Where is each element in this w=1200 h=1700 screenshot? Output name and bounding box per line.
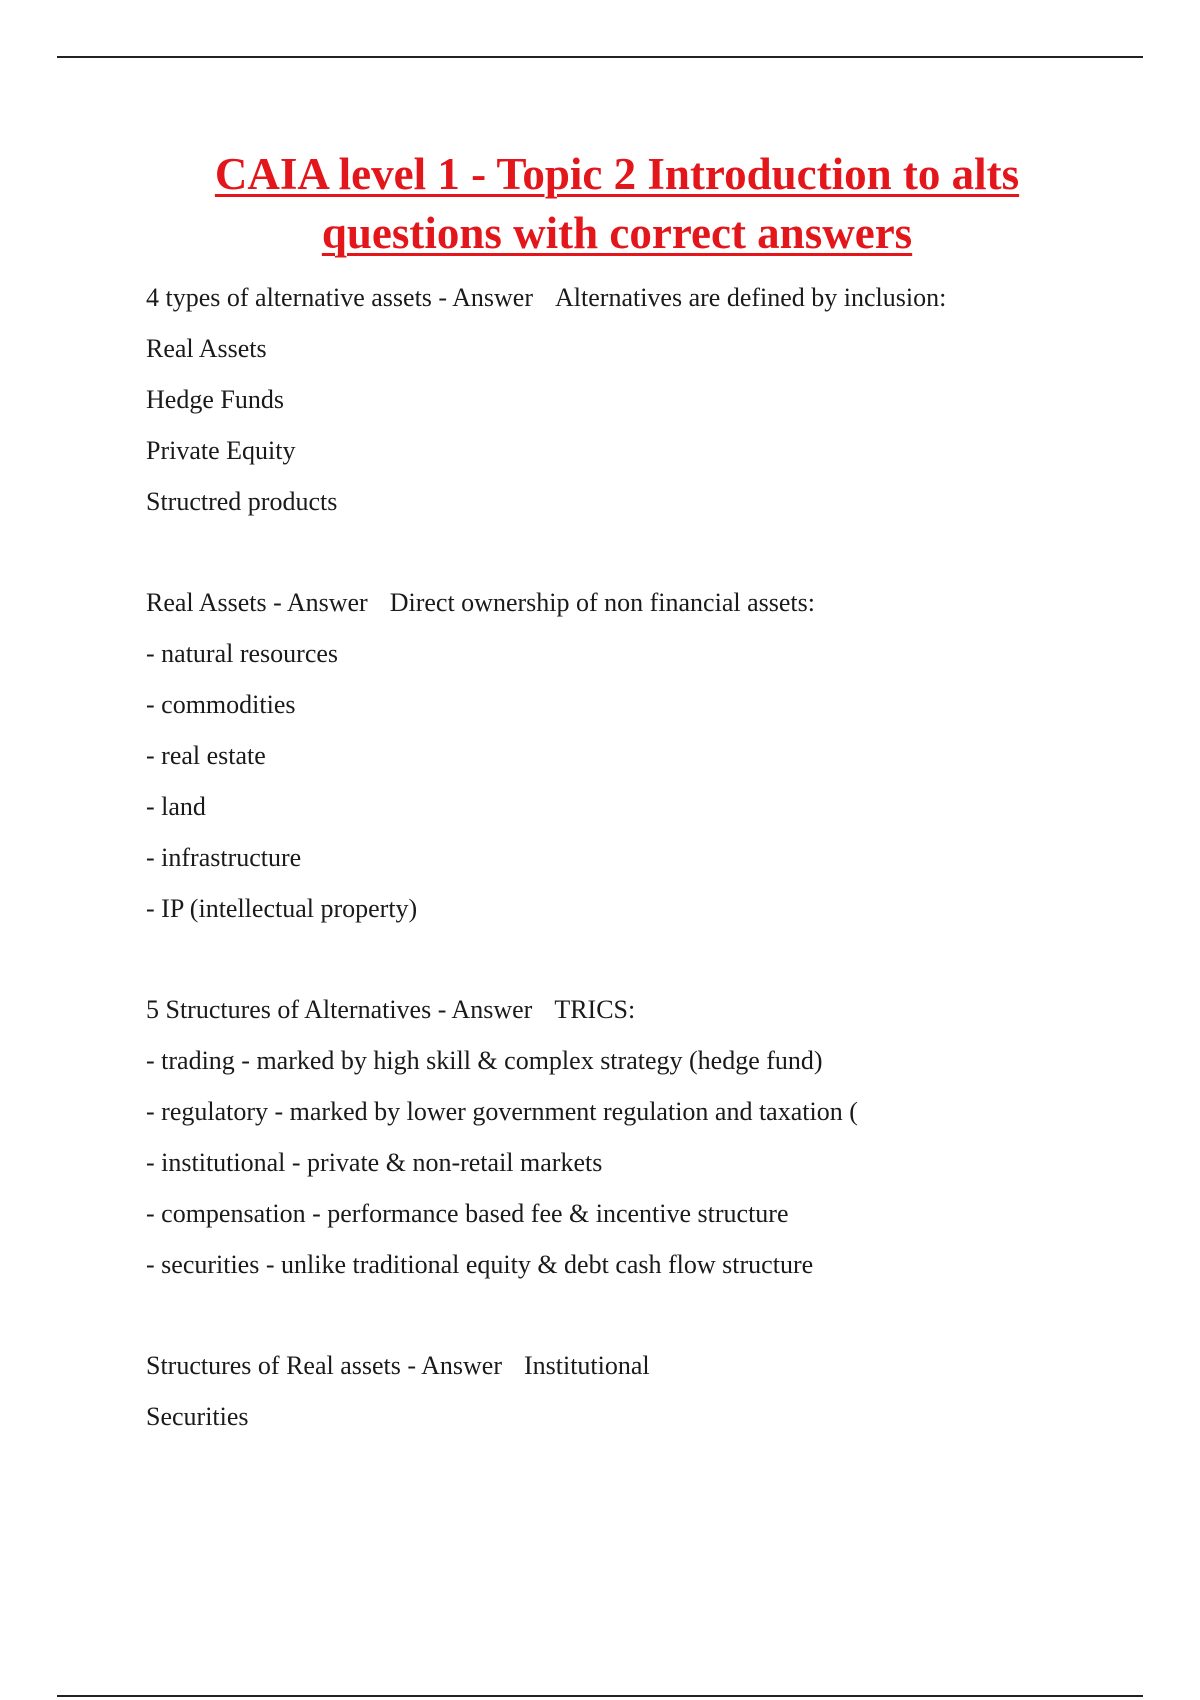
question-text: 5 Structures of Alternatives - Answer <box>146 995 533 1024</box>
title-line-1: CAIA level 1 - Topic 2 Introduction to alts <box>214 149 1020 199</box>
title-line-2: questions with correct answers <box>321 208 913 258</box>
question-text: Real Assets - Answer <box>146 588 368 617</box>
answer-item: - trading - marked by high skill & complex strategy (hedge fund) <box>146 1046 823 1075</box>
answer-item: Structred products <box>146 487 338 516</box>
answer-item: - institutional - private & non-retail markets <box>146 1148 603 1177</box>
answer-item: Securities <box>146 1402 249 1431</box>
answer-item: - commodities <box>146 690 296 719</box>
qa-line <box>146 272 1146 323</box>
answer-item: Real Assets <box>146 334 267 363</box>
answer-text: Institutional <box>523 1351 650 1380</box>
answer-text: Direct ownership of non financial assets: <box>389 588 815 617</box>
answer-item: - compensation - performance based fee & incentive structure <box>146 1199 789 1228</box>
qa-line <box>146 984 1146 1035</box>
question-text: Structures of Real assets - Answer <box>146 1351 502 1380</box>
document-title <box>120 145 1114 263</box>
answer-item: - infrastructure <box>146 843 302 872</box>
document-body <box>146 272 1146 1442</box>
answer-text: Alternatives are defined by inclusion: <box>555 283 947 312</box>
answer-item: - securities - unlike traditional equity & debt cash flow structure <box>146 1250 814 1279</box>
bottom-rule <box>57 1695 1143 1697</box>
qa-block <box>146 272 1146 527</box>
answer-item: - land <box>146 792 206 821</box>
answer-item: Private Equity <box>146 436 296 465</box>
answer-item: - IP (intellectual property) <box>146 894 418 923</box>
qa-block <box>146 984 1146 1290</box>
answer-item: - real estate <box>146 741 266 770</box>
answer-text: TRICS: <box>554 995 636 1024</box>
top-rule <box>57 56 1143 58</box>
qa-line <box>146 1340 1146 1391</box>
answer-item: Hedge Funds <box>146 385 284 414</box>
qa-block <box>146 1340 1146 1442</box>
question-text: 4 types of alternative assets - Answer <box>146 283 534 312</box>
qa-block <box>146 577 1146 934</box>
answer-item: - regulatory - marked by lower government regulation and taxation ( <box>146 1097 858 1126</box>
answer-item: - natural resources <box>146 639 339 668</box>
qa-line <box>146 577 1146 628</box>
